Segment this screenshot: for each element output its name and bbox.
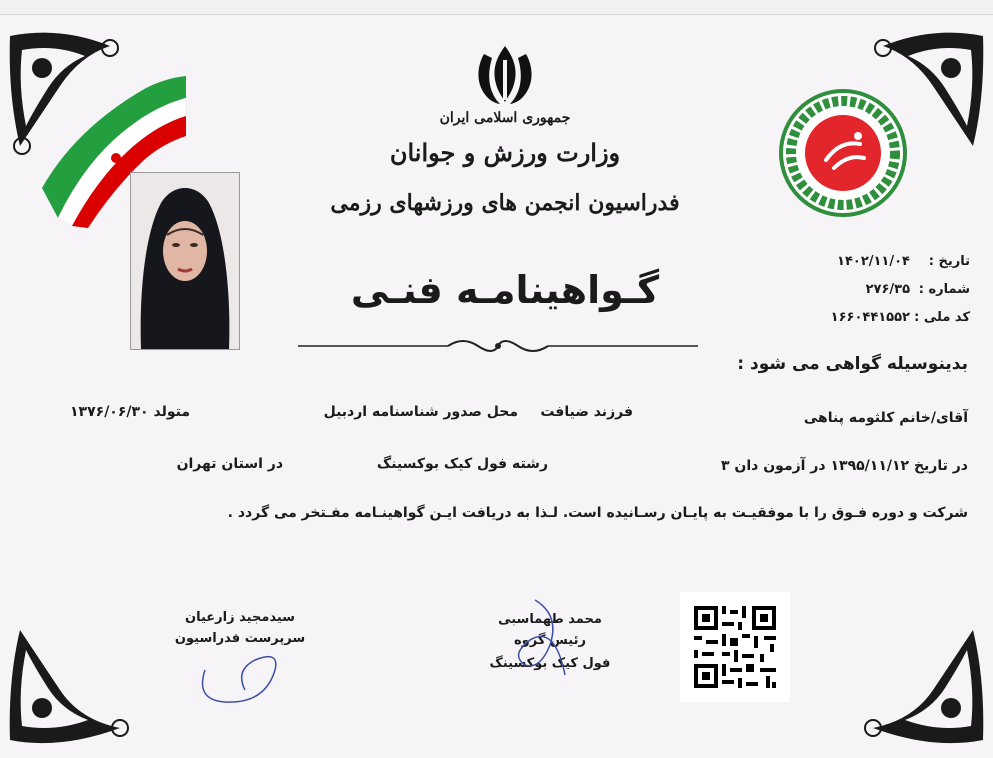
exam-info: در تاریخ ۱۳۹۵/۱۱/۱۲ در آزمون دان ۳: [721, 458, 968, 474]
number-value: ۲۷۶/۳۵: [865, 282, 910, 297]
issue-place: محل صدور شناسنامه اردبیل: [323, 404, 518, 420]
signature-scribble-left: [185, 630, 305, 710]
holder-photo: [130, 172, 240, 350]
date-label: تاریخ :: [928, 254, 970, 269]
header-ministry: وزارت ورزش و جوانان: [389, 138, 621, 167]
verification-qr-code[interactable]: [680, 592, 790, 702]
number-label: شماره :: [918, 282, 970, 297]
header-republic: جمهوری اسلامی ایران: [439, 110, 571, 126]
national-code-row: [800, 310, 970, 330]
national-code-label: کد ملی :: [914, 310, 970, 325]
ornament-bottom-left: [0, 600, 150, 750]
closing-statement: شرکت و دوره فـوق را با موفقیـت به پایـان رسـانیده است. لـذا به دریافت ایـن گواهینـامه مفـتخر می گردد .: [227, 505, 968, 521]
birth-date: متولد ۱۳۷۶/۰۶/۳۰: [70, 404, 190, 420]
number-row: [800, 282, 970, 302]
holder-father: فرزند ضیافت: [540, 404, 633, 420]
title-divider: [298, 336, 698, 356]
signer-mid-name: محمد طهماسبی: [498, 612, 602, 627]
certificate-lead: بدینوسیله گواهی می شود :: [737, 354, 968, 374]
ornament-bottom-right: [843, 600, 993, 750]
national-code-value: ۱۶۶۰۴۴۱۵۵۲: [830, 310, 910, 325]
header-federation: فدراسیون انجمن های ورزشهای رزمی: [330, 190, 680, 216]
date-row: [800, 254, 970, 274]
holder-name: آقای/خانم کلثومه پناهی: [803, 410, 968, 426]
signer-left-name: سیدمجید زارعیان: [185, 610, 295, 625]
discipline: رشته فول کیک بوکسینگ: [376, 456, 548, 472]
iran-emblem: [470, 40, 540, 108]
signature-scribble-middle: [505, 595, 575, 690]
certificate-title: گـواهینامـه فنـی: [350, 268, 660, 312]
federation-logo: [778, 88, 908, 218]
date-value: ۱۴۰۲/۱۱/۰۴: [837, 254, 910, 269]
signer-mid-group: فول کیک بوکسینگ: [489, 656, 611, 671]
signer-mid-role: رئیس گروه: [514, 633, 586, 648]
province: در استان تهران: [176, 456, 283, 472]
signer-left-role: سرپرست فدراسیون: [174, 631, 306, 646]
